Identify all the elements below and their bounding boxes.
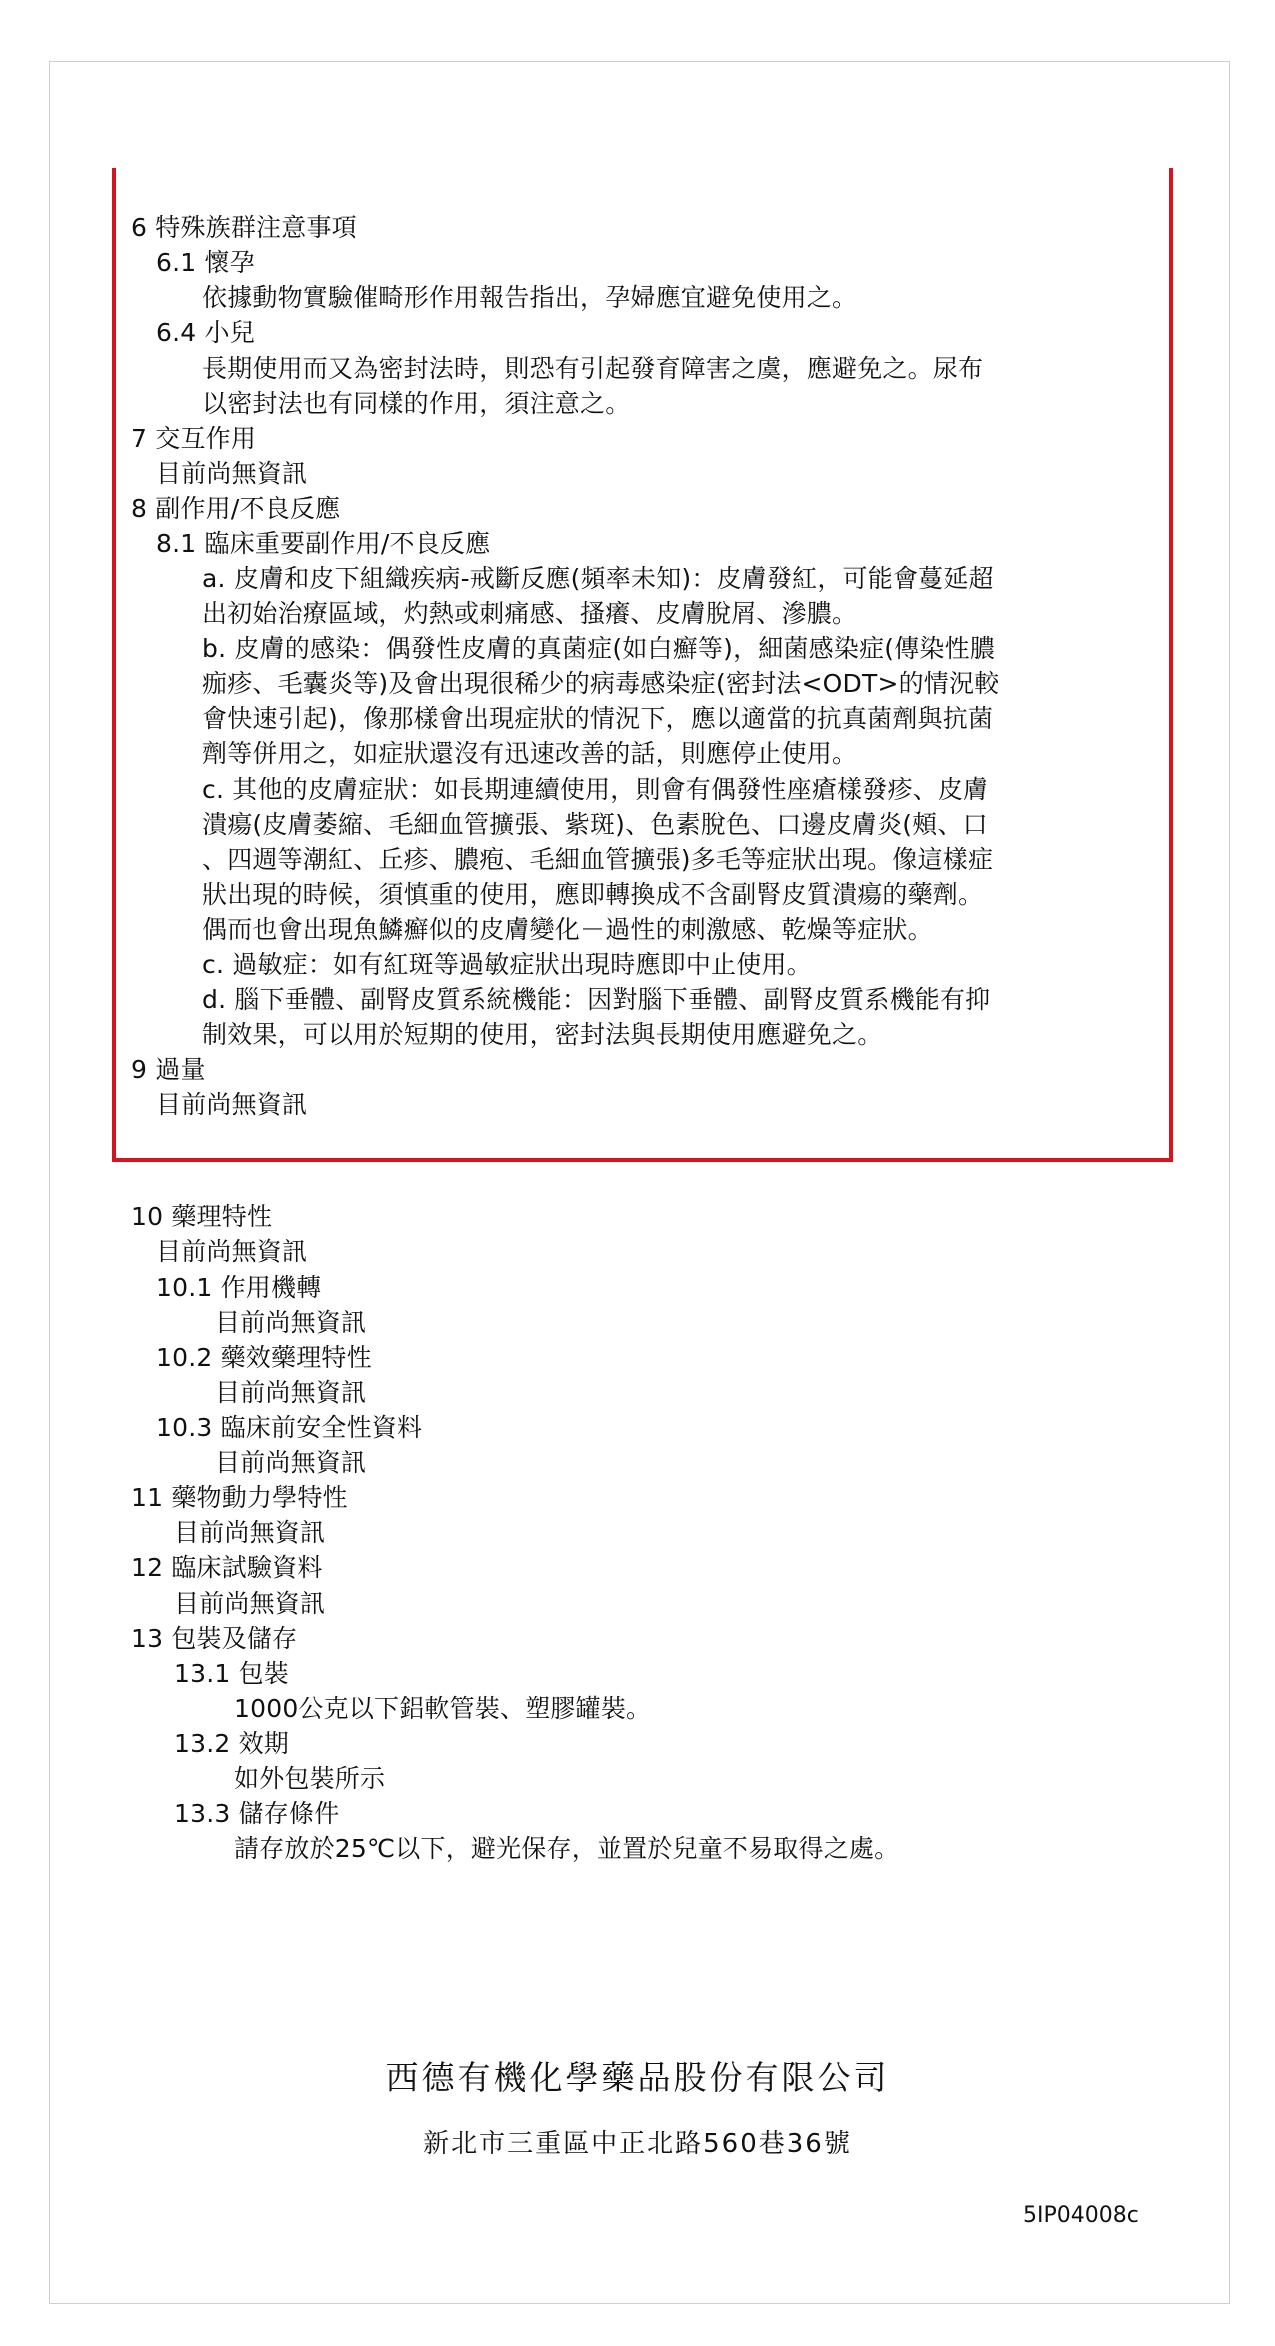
section-8-line: 痂疹、毛囊炎等)及會出現很稀少的病毒感染症(密封法<ODT>的情況較 <box>202 669 1000 698</box>
section-10-2-title: 10.2 藥效藥理特性 <box>156 1343 372 1372</box>
section-9-text: 目前尚無資訊 <box>156 1090 308 1119</box>
section-13-2-text: 如外包裝所示 <box>234 1764 386 1793</box>
section-8-line: 偶而也會出現魚鱗癬似的皮膚變化－過性的刺激感、乾燥等症狀。 <box>202 915 933 944</box>
section-9-heading: 9 過量 <box>131 1055 206 1084</box>
section-8-line: d. 腦下垂體、副腎皮質系統機能：因對腦下垂體、副腎皮質系機能有抑 <box>202 985 991 1014</box>
section-8-line: c. 其他的皮膚症狀：如長期連續使用，則會有偶發性座瘡樣發疹、皮膚 <box>202 775 989 804</box>
section-8-line: b. 皮膚的感染：偶發性皮膚的真菌症(如白癬等)，細菌感染症(傳染性膿 <box>202 634 996 663</box>
section-8-line: 潰瘍(皮膚萎縮、毛細血管擴張、紫斑)、色素脫色、口邊皮膚炎(頰、口 <box>202 810 988 839</box>
section-11-text: 目前尚無資訊 <box>174 1518 326 1547</box>
section-6-heading: 6 特殊族群注意事項 <box>131 213 357 242</box>
section-8-line: 狀出現的時候，須慎重的使用，應即轉換成不含副腎皮質潰瘍的藥劑。 <box>202 880 984 909</box>
section-10-1-title: 10.1 作用機轉 <box>156 1273 322 1302</box>
section-13-2-title: 13.2 效期 <box>174 1729 290 1758</box>
section-13-1-text: 1000公克以下鋁軟管裝、塑膠罐裝。 <box>234 1694 652 1723</box>
section-12-text: 目前尚無資訊 <box>174 1589 326 1618</box>
section-13-1-title: 13.1 包裝 <box>174 1659 290 1688</box>
section-8-line: 出初始治療區域，灼熱或刺痛感、搔癢、皮膚脫屑、滲膿。 <box>202 599 858 628</box>
section-8-line: 制效果，可以用於短期的使用，密封法與長期使用應避免之。 <box>202 1020 883 1049</box>
section-10-3-text: 目前尚無資訊 <box>215 1448 367 1477</box>
section-10-text: 目前尚無資訊 <box>156 1237 308 1266</box>
section-6-4-text-1: 長期使用而又為密封法時，則恐有引起發育障害之虞，應避免之。尿布 <box>202 354 984 383</box>
section-13-3-text: 請存放於25℃以下，避光保存，並置於兒童不易取得之處。 <box>234 1834 900 1863</box>
section-8-line: 、四週等潮紅、丘疹、膿疱、毛細血管擴張)多毛等症狀出現。像這樣症 <box>202 845 994 874</box>
section-6-4-text-2: 以密封法也有同樣的作用，須注意之。 <box>202 389 631 418</box>
section-6-1-title: 6.1 懷孕 <box>156 248 255 277</box>
section-7-heading: 7 交互作用 <box>131 424 257 453</box>
company-address: 新北市三重區中正北路560巷36號 <box>423 2129 852 2159</box>
section-8-line: a. 皮膚和皮下組織疾病-戒斷反應(頻率未知)：皮膚發紅，可能會蔓延超 <box>202 564 994 593</box>
section-13-3-title: 13.3 儲存條件 <box>174 1799 340 1828</box>
section-12-heading: 12 臨床試驗資料 <box>131 1553 323 1582</box>
section-10-2-text: 目前尚無資訊 <box>215 1378 367 1407</box>
section-10-1-text: 目前尚無資訊 <box>215 1308 367 1337</box>
document-code: 5IP04008c <box>1023 2203 1139 2228</box>
section-10-3-title: 10.3 臨床前安全性資料 <box>156 1413 423 1442</box>
company-name: 西德有機化學藥品股份有限公司 <box>385 2058 890 2097</box>
section-8-line: c. 過敏症：如有紅斑等過敏症狀出現時應即中止使用。 <box>202 950 812 979</box>
section-7-text: 目前尚無資訊 <box>156 459 308 488</box>
section-8-1-title: 8.1 臨床重要副作用/不良反應 <box>156 529 491 558</box>
section-8-heading: 8 副作用/不良反應 <box>131 494 341 523</box>
section-11-heading: 11 藥物動力學特性 <box>131 1483 348 1512</box>
section-6-1-text: 依據動物實驗催畸形作用報告指出，孕婦應宜避免使用之。 <box>202 283 858 312</box>
section-8-line: 會快速引起)，像那樣會出現症狀的情況下，應以適當的抗真菌劑與抗菌 <box>202 704 994 733</box>
section-10-heading: 10 藥理特性 <box>131 1202 273 1231</box>
section-8-line: 劑等併用之，如症狀還沒有迅速改善的話，則應停止使用。 <box>202 739 858 768</box>
section-6-4-title: 6.4 小兒 <box>156 318 255 347</box>
section-13-heading: 13 包裝及儲存 <box>131 1624 298 1653</box>
